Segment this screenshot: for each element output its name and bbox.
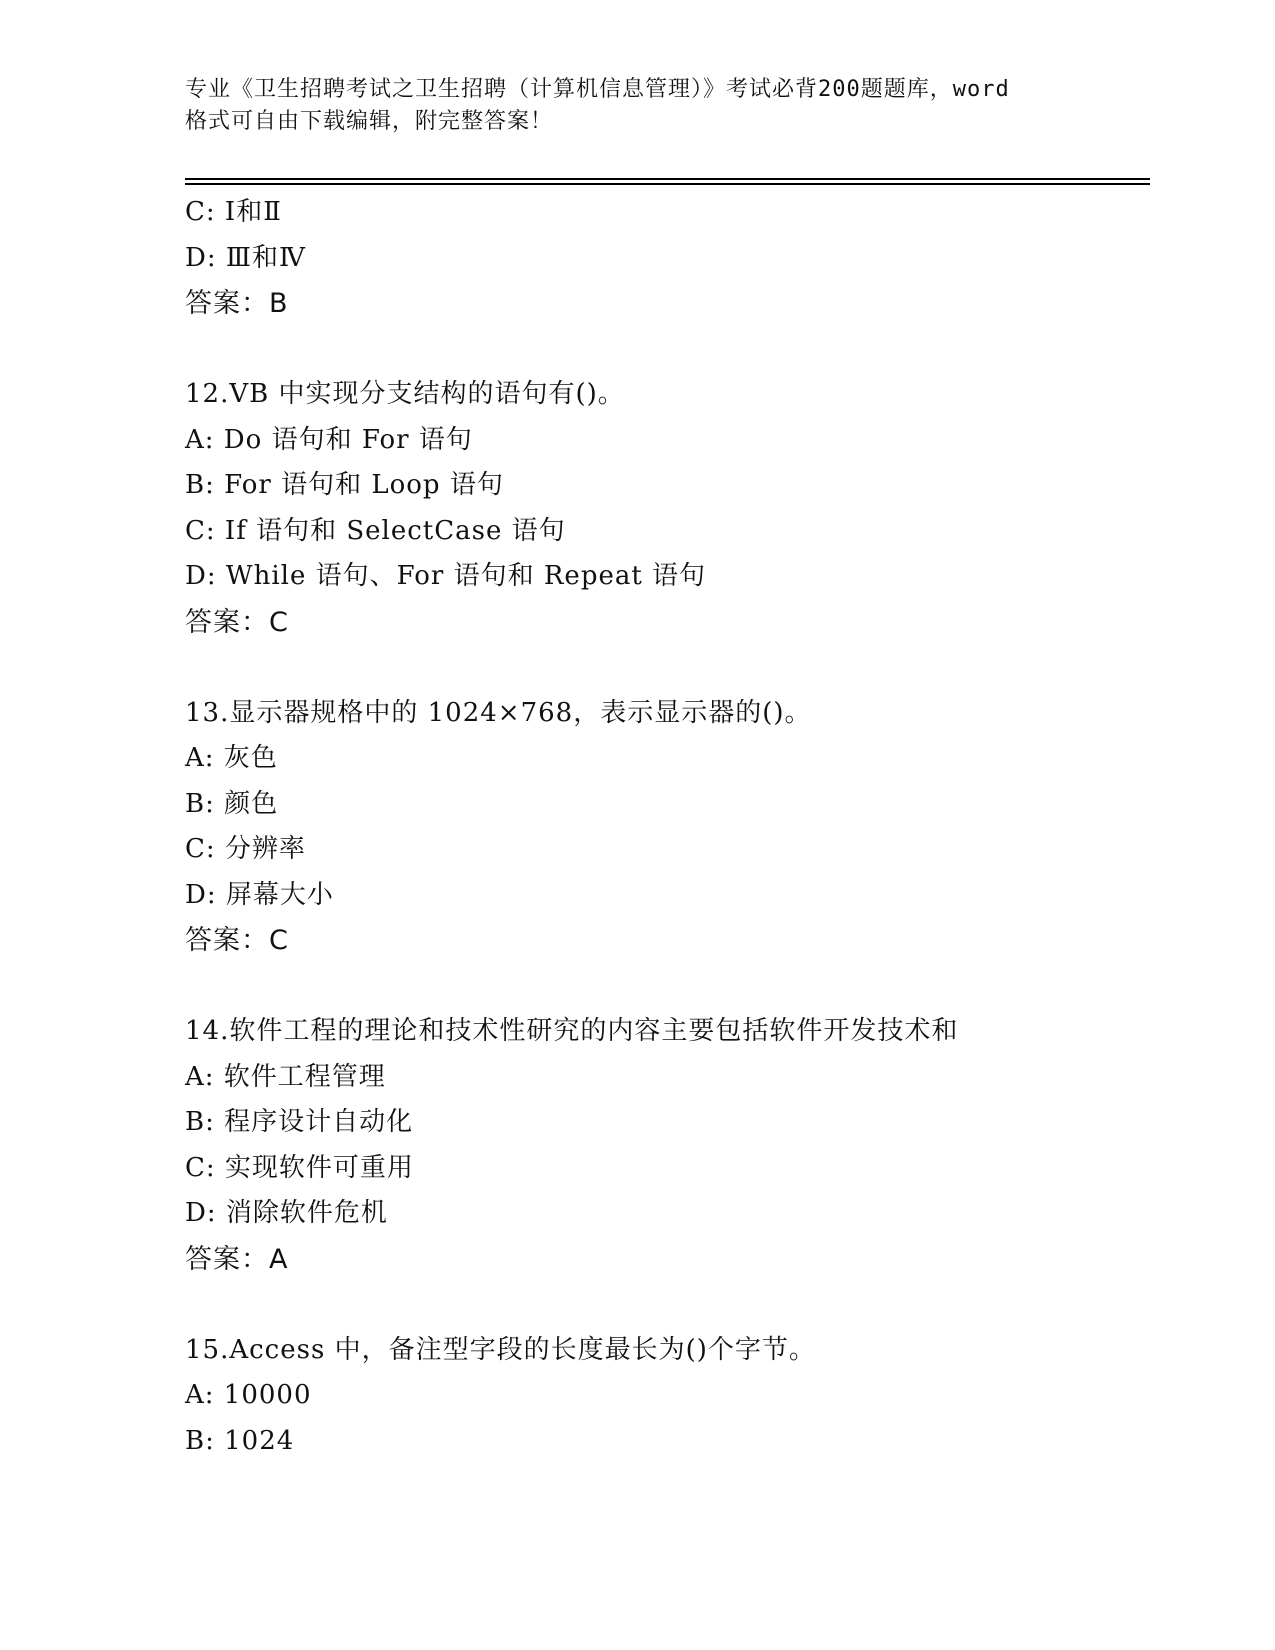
answer-line: 答案：B	[185, 288, 289, 319]
question-stem: 15.Access 中，备注型字段的长度最长为()个字节。	[185, 1334, 816, 1365]
header-divider-top	[185, 178, 1150, 180]
document-header	[185, 74, 1105, 138]
question-spacer	[185, 964, 1145, 1010]
question-spacer	[185, 645, 1145, 691]
option-c: C: 分辨率	[185, 834, 306, 864]
option-c: C: Ⅰ和Ⅱ	[185, 197, 282, 227]
option-c: C: If 语句和 SelectCase 语句	[185, 515, 566, 546]
question-14	[185, 1009, 1145, 1282]
option-c: C: 实现软件可重用	[185, 1152, 414, 1183]
question-stem: 13.显示器规格中的 1024×768，表示显示器的()。	[185, 697, 812, 728]
header-divider-bottom	[185, 183, 1150, 185]
question-stem: 12.VB 中实现分支结构的语句有()。	[185, 379, 625, 409]
question-11-tail	[185, 190, 1145, 327]
question-12	[185, 372, 1145, 645]
option-b: B: For 语句和 Loop 语句	[185, 470, 504, 500]
option-d: D: Ⅲ和Ⅳ	[185, 242, 306, 273]
option-a: A: 软件工程管理	[185, 1061, 386, 1092]
option-d: D: While 语句、For 语句和 Repeat 语句	[185, 561, 707, 591]
header-line-1: 专业《卫生招聘考试之卫生招聘（计算机信息管理）》考试必背200题题库，word	[185, 77, 1010, 102]
answer-line: 答案：C	[185, 925, 289, 956]
option-a: A: 灰色	[185, 743, 278, 773]
question-stem: 14.软件工程的理论和技术性研究的内容主要包括软件开发技术和	[185, 1016, 959, 1046]
header-line-2: 格式可自由下载编辑，附完整答案！	[185, 109, 554, 134]
question-spacer	[185, 327, 1145, 373]
option-d: D: 屏幕大小	[185, 879, 334, 910]
option-a: A: Do 语句和 For 语句	[185, 424, 473, 455]
question-15	[185, 1328, 1145, 1465]
question-spacer	[185, 1282, 1145, 1328]
option-a: A: 10000	[185, 1380, 312, 1410]
option-b: B: 颜色	[185, 788, 279, 819]
question-13	[185, 691, 1145, 964]
answer-line: 答案：A	[185, 1243, 289, 1275]
answer-line: 答案：C	[185, 606, 289, 638]
option-b: B: 1024	[185, 1425, 295, 1456]
question-list	[185, 190, 1145, 1464]
option-b: B: 程序设计自动化	[185, 1107, 414, 1137]
option-d: D: 消除软件危机	[185, 1198, 388, 1228]
